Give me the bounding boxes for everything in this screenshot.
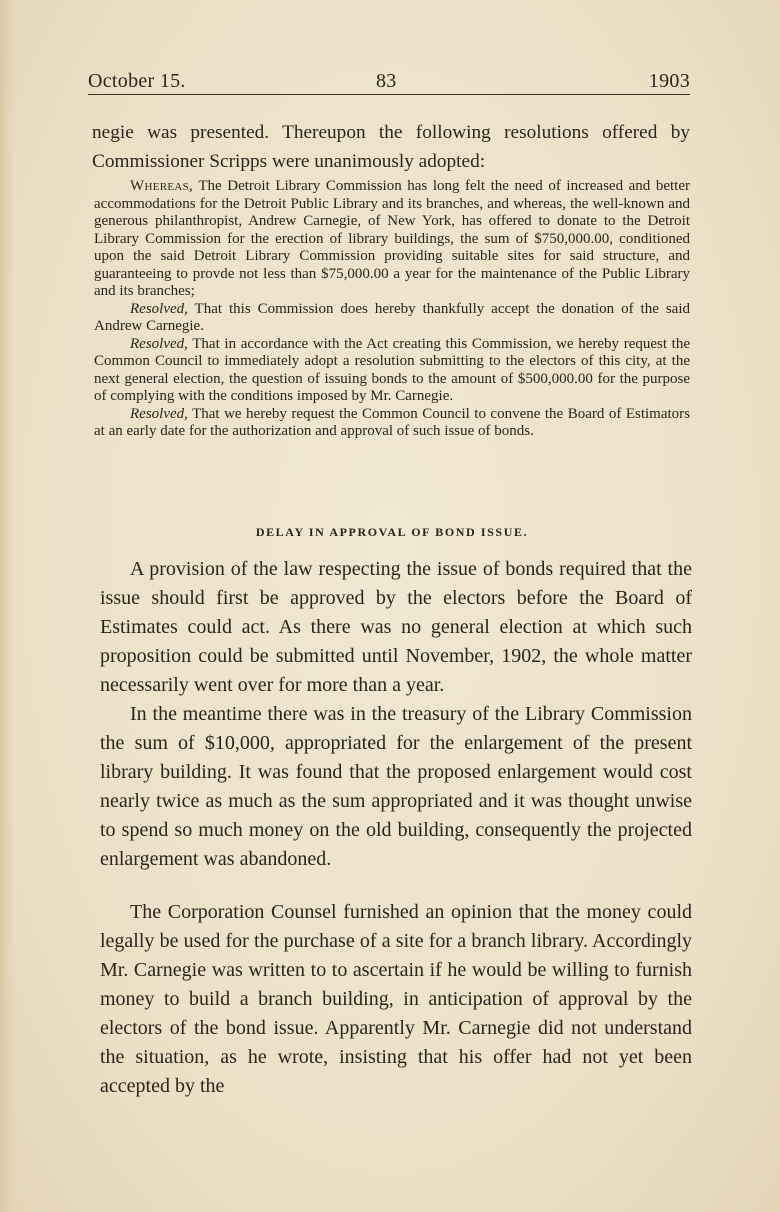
- paragraph-meantime-text: In the meantime there was in the treasury of the Library Commission the sum of $10,000, appropriated for the enlargement of the present library building. It was found that the proposed enlargement would cost nearly twice as much as the sum appropriated and it was thought unwise to spend so much money on the old building, consequently the projected enlargement was abandoned.: [100, 703, 692, 870]
- resolved-text-2: That in accordance with the Act creating this Commission, we hereby request the Common Council to immediately adopt a resolution submitting to the electors of this city, at the next general election, the question of issuing bonds to the amount of $500,000.00 for the purpose of complying with the conditions imposed by Mr. Carnegie.: [94, 335, 690, 404]
- resolved-clause-3: [94, 406, 690, 441]
- header-date: October 15.: [88, 70, 186, 92]
- page-header: [88, 70, 690, 98]
- paragraph-provision: [100, 555, 692, 700]
- resolved-clause-1: [94, 301, 690, 336]
- intro-paragraph: negie was presented. Thereupon the following resolutions offered by Commissioner Scripps were unanimously adopted:: [92, 122, 690, 172]
- resolutions-block: [94, 178, 690, 441]
- paragraph-provision-text: A provision of the law respecting the issue of bonds required that the issue should first be approved by the electors before the Board of Estimates could act. As there was no general election at which such proposition could be submitted until November, 1902, the whole matter necessarily went over for more than a year.: [100, 558, 692, 696]
- header-rule: [88, 94, 690, 95]
- paragraph-corporation-counsel-text: The Corporation Counsel furnished an opinion that the money could legally be used for the purchase of a site for a branch library. Accordingly Mr. Carnegie was written to to ascertain if he would be willing to furnish money to build a branch building, in anticipation of approval by the electors of the bond issue. Apparently Mr. Carnegie did not understand the situation, as he wrote, insisting that his offer had not yet been accepted by the: [100, 901, 692, 1097]
- page-edge-shadow: [0, 0, 14, 1212]
- resolved-label-1: Resolved,: [130, 300, 188, 317]
- paragraph-meantime: [100, 700, 692, 874]
- whereas-label: Whereas,: [130, 178, 194, 194]
- header-page-number: 83: [376, 70, 397, 92]
- whereas-clause: [94, 178, 690, 301]
- resolved-clause-2: [94, 336, 690, 406]
- paragraph-corporation-counsel: [100, 898, 692, 1101]
- resolved-text-1: That this Commission does hereby thankfully accept the donation of the said Andrew Carnegie.: [94, 300, 690, 334]
- resolved-label-2: Resolved,: [130, 335, 188, 352]
- whereas-text: The Detroit Library Commission has long felt the need of increased and better accommodations for the Detroit Public Library and its branches, and whereas, the well-known and generous philanthropist, Andrew Carnegie, of New York, has offered to donate to the Detroit Library Commission for the erection of library buildings, the sum of $750,000.00, conditioned upon the said Detroit Library Commission providing suitable sites for said structure, and guaranteeing to provde not less than $75,000.00 a year for the maintenance of the Public Library and its branches;: [94, 178, 690, 299]
- resolved-label-3: Resolved,: [130, 405, 188, 422]
- header-year: 1903: [648, 70, 690, 92]
- resolved-text-3: That we hereby request the Common Council to convene the Board of Estimators at an early date for the authorization and approval of such issue of bonds.: [94, 405, 690, 439]
- section-heading: DELAY IN APPROVAL OF BOND ISSUE.: [255, 525, 529, 539]
